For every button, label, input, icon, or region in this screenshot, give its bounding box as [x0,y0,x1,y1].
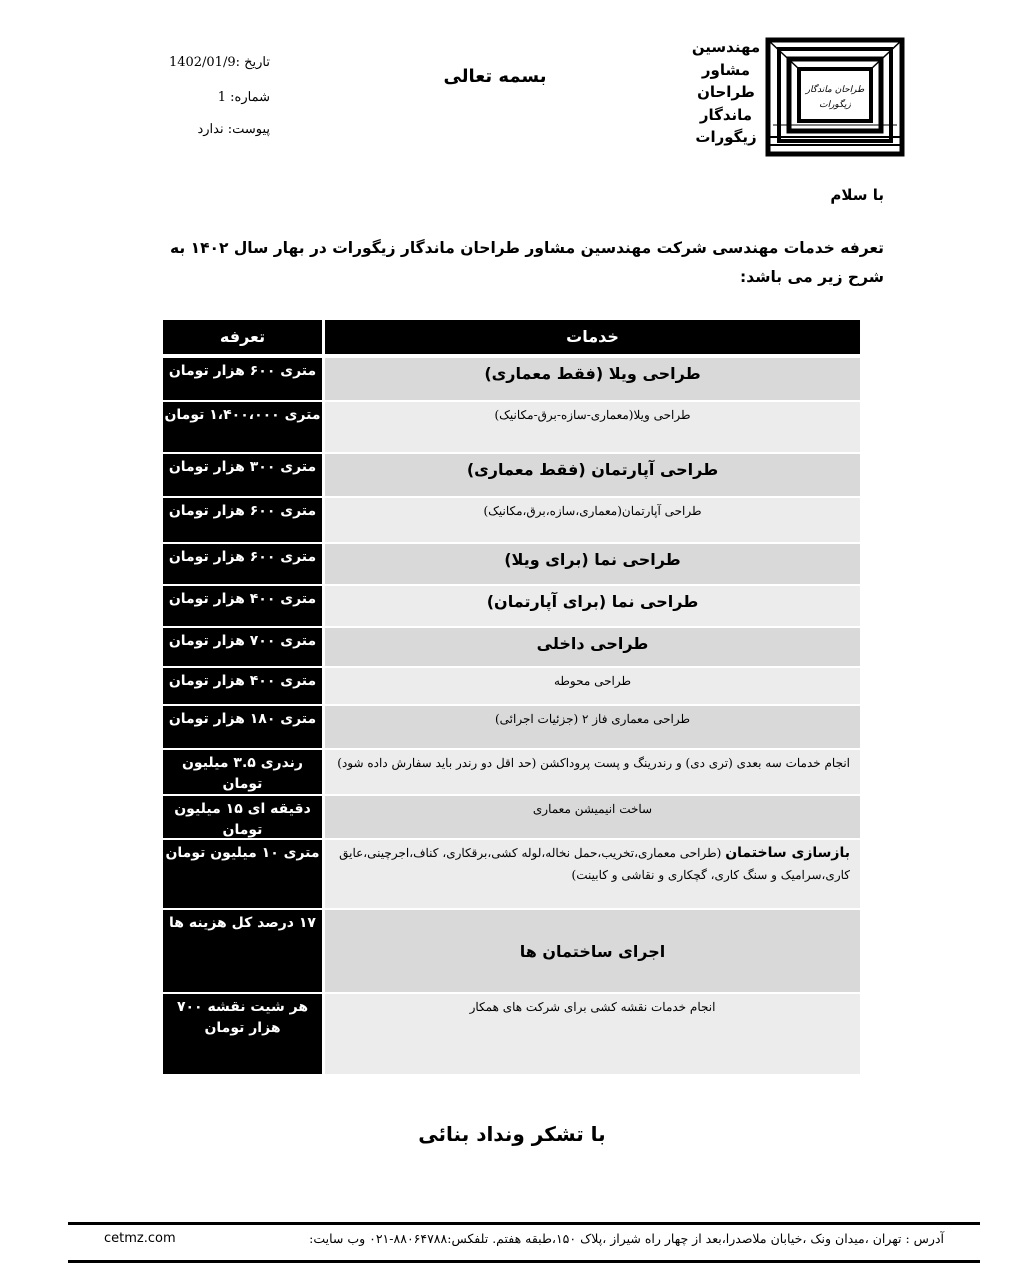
service-title: بازسازی ساختمان [725,845,850,861]
tariff-cell: متری ۶۰۰ هزار تومان [163,358,322,400]
table-row [163,750,860,794]
tariff-cell: هر شیت نقشه ۷۰۰ هزار تومان [163,994,322,1074]
logotype-line: مهندسین [691,38,761,56]
table-row [163,796,860,838]
table-row [163,994,860,1074]
tariff-cell: متری ۳۰۰ هزار تومان [163,454,322,496]
table-row [163,586,860,626]
letter-date: تاریخ :1402/01/9 [168,55,270,70]
logotype-line: طراحان [697,83,755,101]
closing-signature: با تشکر ونداد بنائی [418,1122,606,1146]
tariff-cell: متری ۴۰۰ هزار تومان [163,668,322,704]
table-row [163,454,860,496]
letter-attachment: پیوست: ندارد [197,122,270,137]
emblem-text-line: طراحان ماندگار [805,85,865,95]
service-cell: ساخت انیمیشن معماری [325,796,860,838]
ziggurat-frame-icon [765,37,905,157]
bismillah-heading: بسمه تعالی [443,66,547,87]
table-row [163,358,860,400]
greeting: با سلام [830,186,884,204]
tariff-cell: متری ۷۰۰ هزار تومان [163,628,322,666]
tariff-cell: متری ۱،۴۰۰،۰۰۰ تومان [163,402,322,452]
table-row [163,706,860,748]
logotype-line: ماندگار [699,105,753,124]
service-cell: انجام خدمات سه بعدی (تری دی) و رندرینگ و پست پروداکشن (حد اقل دو رندر باید سفارش داده شود) [325,750,860,794]
tariff-cell: متری ۴۰۰ هزار تومان [163,586,322,626]
logotype-line: مشاور [701,60,751,79]
service-cell: طراحی ویلا(معماری-سازه-برق-مکانیک) [325,402,860,452]
table-row [163,498,860,542]
intro-paragraph: تعرفه خدمات مهندسی شرکت مهندسین مشاور طراحان ماندگار زیگورات در بهار سال ۱۴۰۲ به شرح زیر می باشد: [169,239,884,286]
tariff-cell: متری ۱۸۰ هزار تومان [163,706,322,748]
service-detail: (طراحی معماری،تخریب،حمل نخاله،لوله کشی،برقکاری، کناف،اجرچینی،عایق کاری،سرامیک و سنگ کاری، گچکاری و نقاشی و کابینت) [339,846,850,882]
company-name-logotype [686,36,766,149]
table-row [163,910,860,992]
footer-divider [68,1260,980,1263]
table-row [163,544,860,584]
logotype-line: زیگورات [695,128,757,146]
service-cell: طراحی نما (برای آپارتمان) [325,586,860,626]
tariff-cell: رندری ۳.۵ میلیون تومان [163,750,322,794]
table-row [163,402,860,452]
service-cell: طراحی آپارتمان(معماری،سازه،برق،مکانیک) [325,498,860,542]
letter-number: شماره: 1 [217,90,270,105]
service-cell: طراحی ویلا (فقط معماری) [325,358,860,400]
table-header-row [163,320,860,354]
tariff-cell: متری ۶۰۰ هزار تومان [163,498,322,542]
footer-address: آدرس : تهران ،میدان ونک ،خیابان ملاصدرا،بعد از چهار راه شیراز ،پلاک ۱۵۰،طبقه هفتم. تلفکس:۸۸۰۶۴۷۸۸-۰۲۱ وب سایت: [309,1231,944,1246]
service-cell [325,840,860,908]
table-row [163,668,860,704]
header-services: خدمات [325,320,860,354]
table-row [163,628,860,666]
service-cell: انجام خدمات نقشه کشی برای شرکت های همکار [325,994,860,1074]
service-cell: طراحی آپارتمان (فقط معماری) [325,454,860,496]
service-cell: طراحی معماری فاز ۲ (جزئیات اجرائی) [325,706,860,748]
header-tariff: تعرفه [163,320,322,354]
service-cell: طراحی محوطه [325,668,860,704]
footer-website[interactable]: cetmz.com [104,1231,176,1246]
tariff-cell: ۱۷ درصد کل هزینه ها [163,910,322,992]
service-cell: طراحی داخلی [325,628,860,666]
footer-divider [68,1222,980,1225]
service-cell: اجرای ساختمان ها [325,910,860,992]
service-cell: طراحی نما (برای ویلا) [325,544,860,584]
tariff-cell: متری ۶۰۰ هزار تومان [163,544,322,584]
table-row [163,840,860,908]
emblem-text-line: زیگورات [819,100,851,110]
tariff-cell: متری ۱۰ میلیون تومان [163,840,322,908]
tariff-cell: دقیقه ای ۱۵ میلیون تومان [163,796,322,838]
company-logo-emblem [765,37,905,157]
